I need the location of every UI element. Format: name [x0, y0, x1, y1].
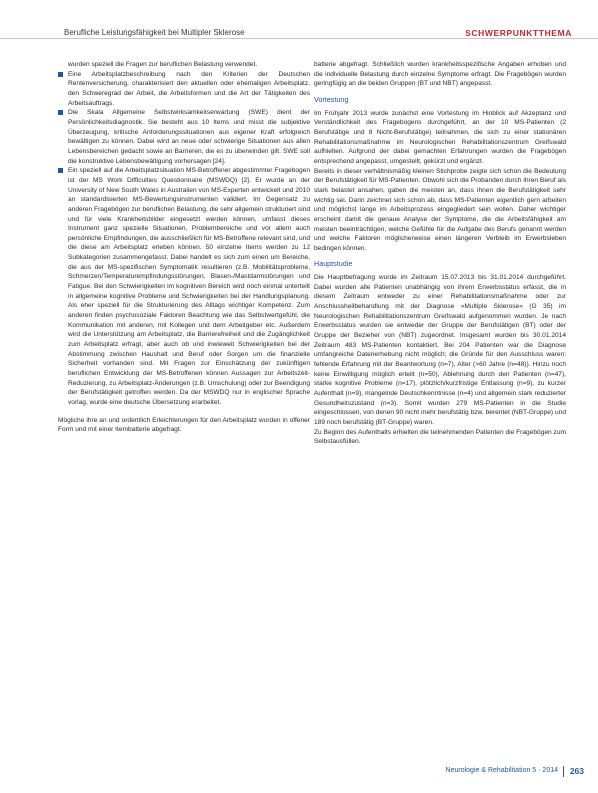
body-paragraph: Die Hauptbefragung wurde im Zeitraum 15.07.2013 bis 31.01.2014 durchgeführt. Dabei wurden alle Patienten unabhängig von ihrem Erwerbsstatus erfasst, die in diesem Zeitraum entweder zu einer Rehabilitationsmaßnahme oder zur Anschlussheilbehandlung mit der Diagnose »Multiple Sklerose« (G 35) im Neurologischen Rehabilitationszentrum Greifswald aufgenommen wurden. Je nach Erwerbsstatus wurden sie entweder der Gruppe der Berufstätigen (BT) oder der Gruppe der Bezieher von (NBT) zugeordnet. Insgesamt wurden bis 30.01.2014 Zeitraum 483 MS-Patienten kontaktiert. Bei 204 Patienten war die Diagnose umfangreiche Datenerhebung nicht möglich; die Gründe für den Ausschluss waren: fehlende Erfahrung mit der Beantwortung (n=7), Alter (>60 Jahre (n=48)). Hinzu noch keine Einwilligung möglich erteilt (n=50), Ablehnung durch den Patienten (n=47), starke kognitive Probleme (n=17), plötzlich/kurzfristige Entlassung (n=9), zu kurzer Aufenthalt (n=9), mangelnde Deutschkenntnisse (n=4) und allgemein stark reduzierter Gesundheitszustand (n=3). Somit wurden 279 MS-Patienten in die Studie eingeschlossen, von denen 90 nicht mehr berufstätig bzw. berentet (NBT-Gruppe) und 189 noch berufstätig (BT-Gruppe) waren. — [314, 274, 566, 426]
section-label: SCHWERPUNKTTHEMA — [465, 28, 572, 38]
paragraph-spacer — [58, 408, 310, 416]
footer-divider — [563, 766, 564, 777]
bullet-item — [58, 108, 310, 166]
running-title: Berufliche Leistungsfähigkeit bei Multipler Sklerose — [64, 28, 245, 37]
header-rule — [0, 38, 598, 39]
page-number: 263 — [569, 766, 584, 776]
journal-citation: Neurologie & Rehabilitation 5 · 2014 — [445, 767, 558, 774]
bullet-item — [58, 70, 310, 109]
section-heading: Vortestung — [314, 94, 349, 104]
body-paragraph: Im Frühjahr 2013 wurde zunächst eine Vortestung im Hinblick auf Akzeptanz und Verständlichkeit des Fragebogens durchgeführt, an der 10 MS-Patienten (2 Berufstätige und 8 Nicht-Berufstätige) teilnahmen, die sich zu einer stationären Rehabilitationsmaßnahme im Neurologischen Rehabilitationszentrum Greifswald aufhielten. Aufgrund der dabei gemachten Erfahrungen wurden die Fragebögen entsprechend angepasst, umgestellt, gekürzt und ergänzt. — [314, 109, 566, 165]
body-paragraph: Mögliche ihre an und ordentlich Erleichterungen für den Arbeitsplatz wurden in offener Form und mit einer Itembatterie abgefragt. — [58, 416, 310, 434]
body-paragraph: batterie abgefragt. Schließlich wurden krankheitsspezifische Angaben erhoben und die individuelle Belastung durch einzelne Symptome erfragt. Die Fragebögen wurden geringfügig an die beiden Gruppen (BT und NBT) angepasst. — [314, 61, 566, 88]
bullet-item — [58, 166, 310, 407]
left-column — [58, 60, 310, 435]
bullet-text: Ein speziell auf die Arbeitsplatzsituation MS-Betroffener abgestimmter Fragebogen ist der MS Work Difficulties Questionnaire (MSWDQ) [2]. Er wurde an der University of New South Wales in Australien von MS-Experten entwickelt und 2010 an standardisierten MS-Bewertungsinstrumenten validiert. Im Gegensatz zu anderen Fragebögen zur beruflichen Belastung, die sehr allgemein strukturiert sind und für viele Krankheitsbilder eingesetzt werden können, umfasst dieses Instrument ganz spezielle Situationen, Problembereiche und vor allem auch persönliche Empfindungen, die ausschließlich für MS-Betroffene relevant sind, und die diese am Arbeitsplatz erleben können. 50 einzelne Items werden zu 12 Subkategorien zusammengefasst. Dabei handelt es sich zum einen um Bereiche, die aus der MS-spezifischen Symptomatik resultieren (z.B. Mobilitätsprobleme, Schmerzen/Temperaturempfindungsstörungen, Blasen-/Mastdarmstörungen und Fatigue. Bei den Schwierigkeiten im kognitiven Bereich wird noch einmal unterteilt in allgemeine kognitive Probleme und Schwierigkeiten bei der Handlungsplanung. Als eher speziell für die Strukturierung des Alltags wichtiger Kompetenz. Zum anderen finden psychosoziale Faktoren Beachtung wie das Selbstwertgefühl, die Kommunikation mit anderen, mit Kollegen und dem Arbeitgeber etc. Außerdem wird die Unterstützung am Arbeitsplatz, die Barrierefreiheit und die Zugänglichkeit zum Arbeitsplatz erfragt, aber auch ob und inwieweit Schwierigkeiten bei der Abstimmung zwischen Haushalt und Beruf oder Sorgen um die finanzielle Sicherheit vorhanden sind. Mit Fragen zur Einschätzung der zukünftigen beruflichen Entwicklung der MS-Betroffenen können Aussagen zur Arbeitszeit-Reduzierung, zu Arbeitsplatz-Änderungen (z.B. Umschulung) oder zur Beendigung der Berufstätigkeit getroffen werden. Da der MSWDQ nur in englischer Sprache vorlag, wurde eine deutsche Übersetzung erarbeitet. — [68, 167, 310, 406]
body-paragraph: wurden speziell die Fragen zur beruflichen Belastung verwendet. — [68, 61, 258, 68]
bullet-square-icon — [58, 110, 63, 115]
page-header — [0, 0, 598, 50]
section-heading: Hauptstudie — [314, 259, 353, 269]
bullet-square-icon — [58, 168, 63, 173]
page-footer — [0, 756, 598, 786]
body-paragraph: Zu Beginn des Aufenthalts erhielten die teilnehmenden Patienten die Fragebögen zum Selbstausfüllen. — [314, 428, 566, 446]
bullet-text: Die Skala Allgemeine Selbstwirksamkeitserwartung (SWE) dient der Persönlichkeitsdiagnostik. Sie besteht aus 10 Items und misst die subjektive Überzeugung, kritische Anforderungssituationen aus eigener Kraft erfolgreich bewältigen zu können. Dabei wird an neue oder schwierige Situationen aus allen Lebensbereichen gedacht sowie an Barrieren, die es zu überwinden gilt. SWE soll die konstruktive Lebensbewältigung vorhersagen [24]. — [68, 109, 310, 165]
body-paragraph: Bereits in dieser verhältnismäßig kleinen Stichprobe zeigte sich schon die Bedeutung der Berufstätigkeit für MS-Patienten. Obwohl sich die Probanden durch ihren Beruf als stark belastet ansahen, gaben die meisten an, dass ihnen die Berufstätigkeit sehr wichtig sei. Darin zeichnet sich schon ab, dass MS-Patienten eigentlich gern arbeiten und möglichst lange im Arbeitsprozess eingegliedert sein wollen. Daher wichtiger erscheint damit die genaue Analyse der Symptome, die die Arbeitsfähigkeit am meisten beeinträchtigen, welche Gefühle für die Aufgabe des Berufs genannt werden und welche Faktoren möglicherweise einen längeren Verbleib im Erwerbsleben bedingen können. — [314, 167, 566, 252]
bullet-square-icon — [58, 72, 63, 77]
right-column — [314, 60, 566, 447]
bullet-text: Eine Arbeitsplatzbeschreibung nach den Kriterien der Deutschen Rentenversicherung, charakterisiert den aktuellen oder ehemaligen Arbeitsplatz, den Schweregrad der Arbeit, die Arbeitsformen und die Art der Tätigkeiten des Arbeitsauftrags. — [68, 70, 310, 107]
